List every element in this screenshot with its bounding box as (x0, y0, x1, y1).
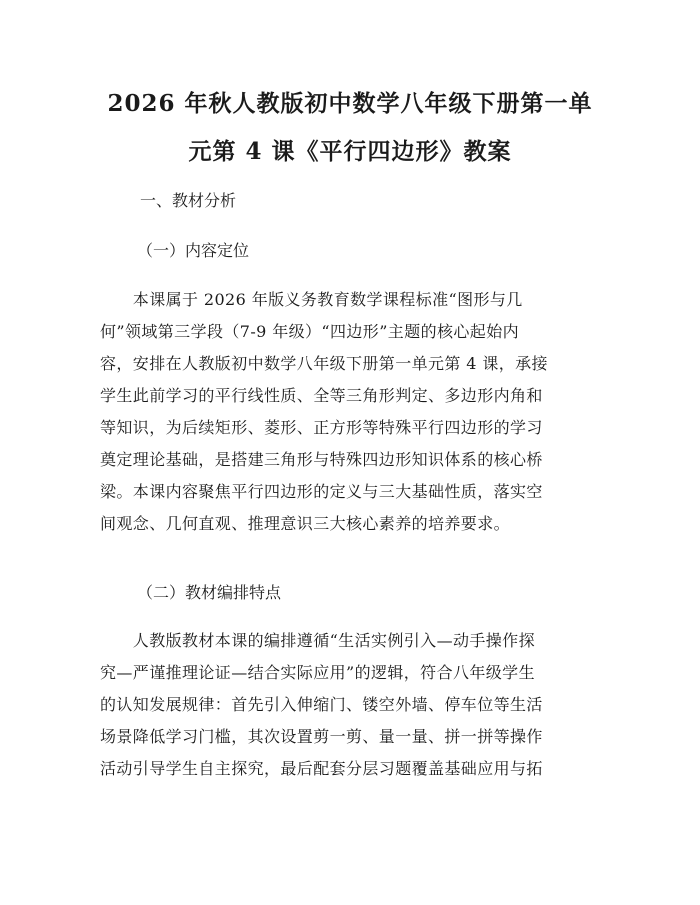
paragraph-line: 人教版教材本课的编排遵循“生活实例引入—动手操作探 (100, 631, 535, 650)
paragraph-line: 学生此前学习的平行线性质、全等三角形判定、多边形内角和 (100, 386, 543, 405)
paragraph-content-positioning (100, 284, 600, 540)
title-line-2: 元第 4 课《平行四边形》教案 (188, 138, 512, 165)
paragraph-compilation-features (100, 625, 600, 785)
document-title (100, 0, 600, 176)
subsection-heading-compilation-features: （二）教材编排特点 (137, 583, 282, 602)
paragraph-line: 等知识，为后续矩形、菱形、正方形等特殊平行四边形的学习 (100, 418, 543, 437)
paragraph-line: 容，安排在人教版初中数学八年级下册第一单元第 4 课，承接 (100, 354, 548, 373)
paragraph-line: 的认知发展规律：首先引入伸缩门、镂空外墙、停车位等生活 (100, 695, 543, 714)
paragraph-line: 梁。本课内容聚焦平行四边形的定义与三大基础性质，落实空 (100, 482, 543, 501)
paragraph-line: 何”领域第三学段（7-9 年级）“四边形”主题的核心起始内 (100, 322, 519, 341)
paragraph-line: 本课属于 2026 年版义务教育数学课程标准“图形与几 (100, 290, 523, 309)
paragraph-line: 活动引导学生自主探究，最后配套分层习题覆盖基础应用与拓 (100, 759, 543, 778)
section-heading-textbook-analysis: 一、教材分析 (140, 191, 237, 210)
paragraph-line: 究—严谨推理论证—结合实际应用”的逻辑，符合八年级学生 (100, 663, 535, 682)
paragraph-line: 间观念、几何直观、推理意识三大核心素养的培养要求。 (100, 514, 511, 533)
paragraph-line: 奠定理论基础，是搭建三角形与特殊四边形知识体系的核心桥 (100, 450, 543, 469)
subsection-heading-content-positioning: （一）内容定位 (137, 241, 250, 260)
title-line-1: 2026 年秋人教版初中数学八年级下册第一单 (107, 90, 593, 117)
paragraph-line: 场景降低学习门槛，其次设置剪一剪、量一量、拼一拼等操作 (100, 727, 543, 746)
